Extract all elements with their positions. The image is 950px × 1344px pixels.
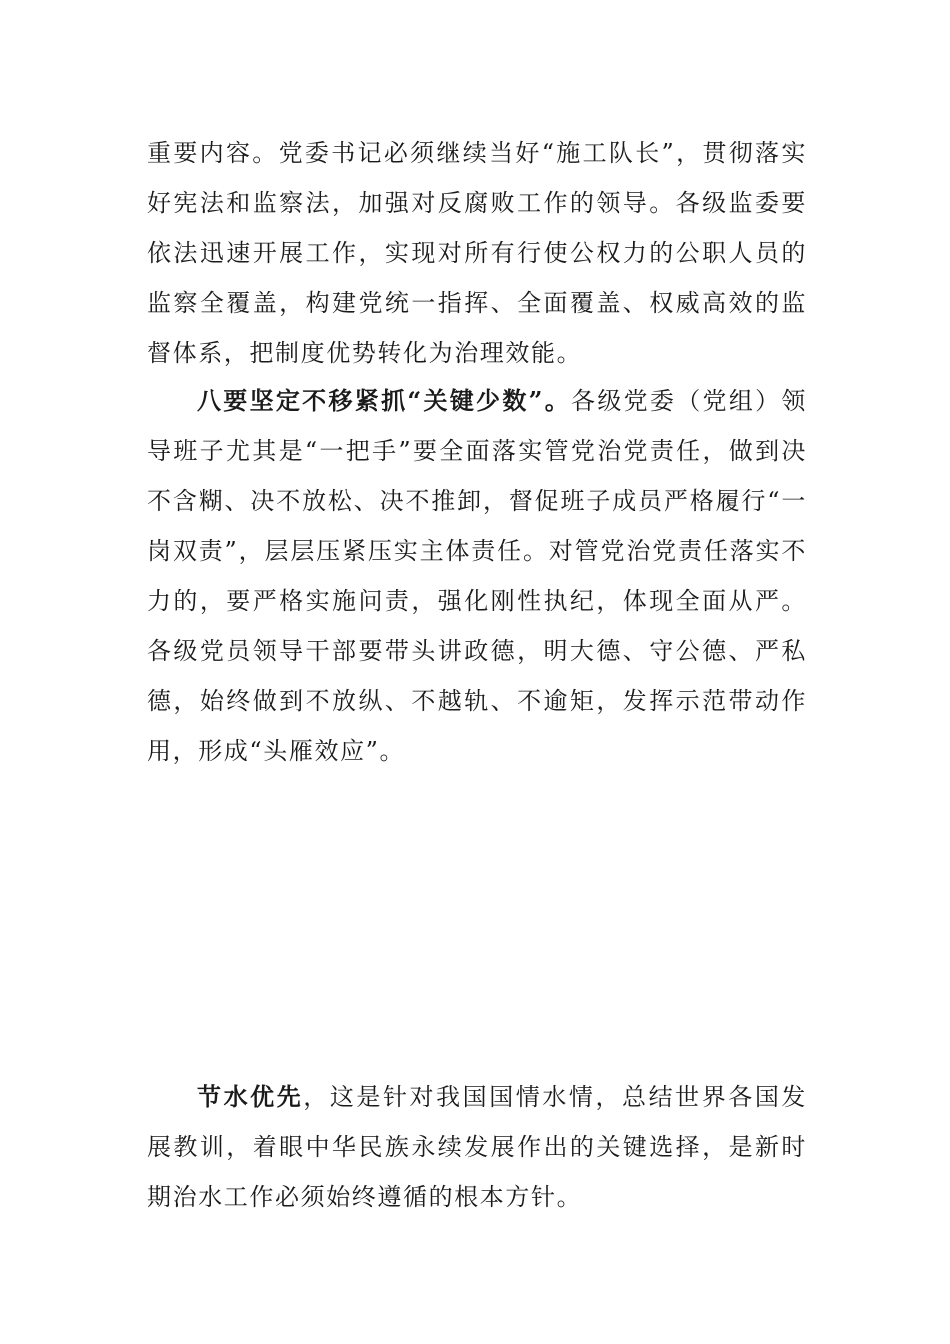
- paragraph-water-saving: [147, 1072, 807, 1222]
- paragraph-text: 重要内容。党委书记必须继续当好“施工队长”，贯彻落实好宪法和监察法，加强对反腐败工作的领导。各级监委要依法迅速开展工作，实现对所有行使公权力的公职人员的监察全覆盖，构建党统一指挥、全面覆盖、权威高效的监督体系，把制度优势转化为治理效能。: [147, 139, 807, 367]
- paragraph-heading: 节水优先: [197, 1082, 304, 1111]
- paragraph-key-minority: [147, 376, 807, 776]
- paragraph-anti-corruption-leadership: [147, 128, 807, 378]
- paragraph-text: ，这是针对我国国情水情，总结世界各国发展教训，着眼中华民族永续发展作出的关键选择，是新时期治水工作必须始终遵循的根本方针。: [147, 1083, 807, 1211]
- paragraph-text: 各级党委（党组）领导班子尤其是“一把手”要全面落实管党治党责任，做到决不含糊、决不放松、决不推卸，督促班子成员严格履行“一岗双责”，层层压紧压实主体责任。对管党治党责任落实不力的，要严格实施问责，强化刚性执纪，体现全面从严。各级党员领导干部要带头讲政德，明大德、守公德、严私德，始终做到不放纵、不越轨、不逾矩，发挥示范带动作用，形成“头雁效应”。: [147, 387, 808, 765]
- paragraph-heading: 八要坚定不移紧抓“关键少数”。: [197, 386, 572, 415]
